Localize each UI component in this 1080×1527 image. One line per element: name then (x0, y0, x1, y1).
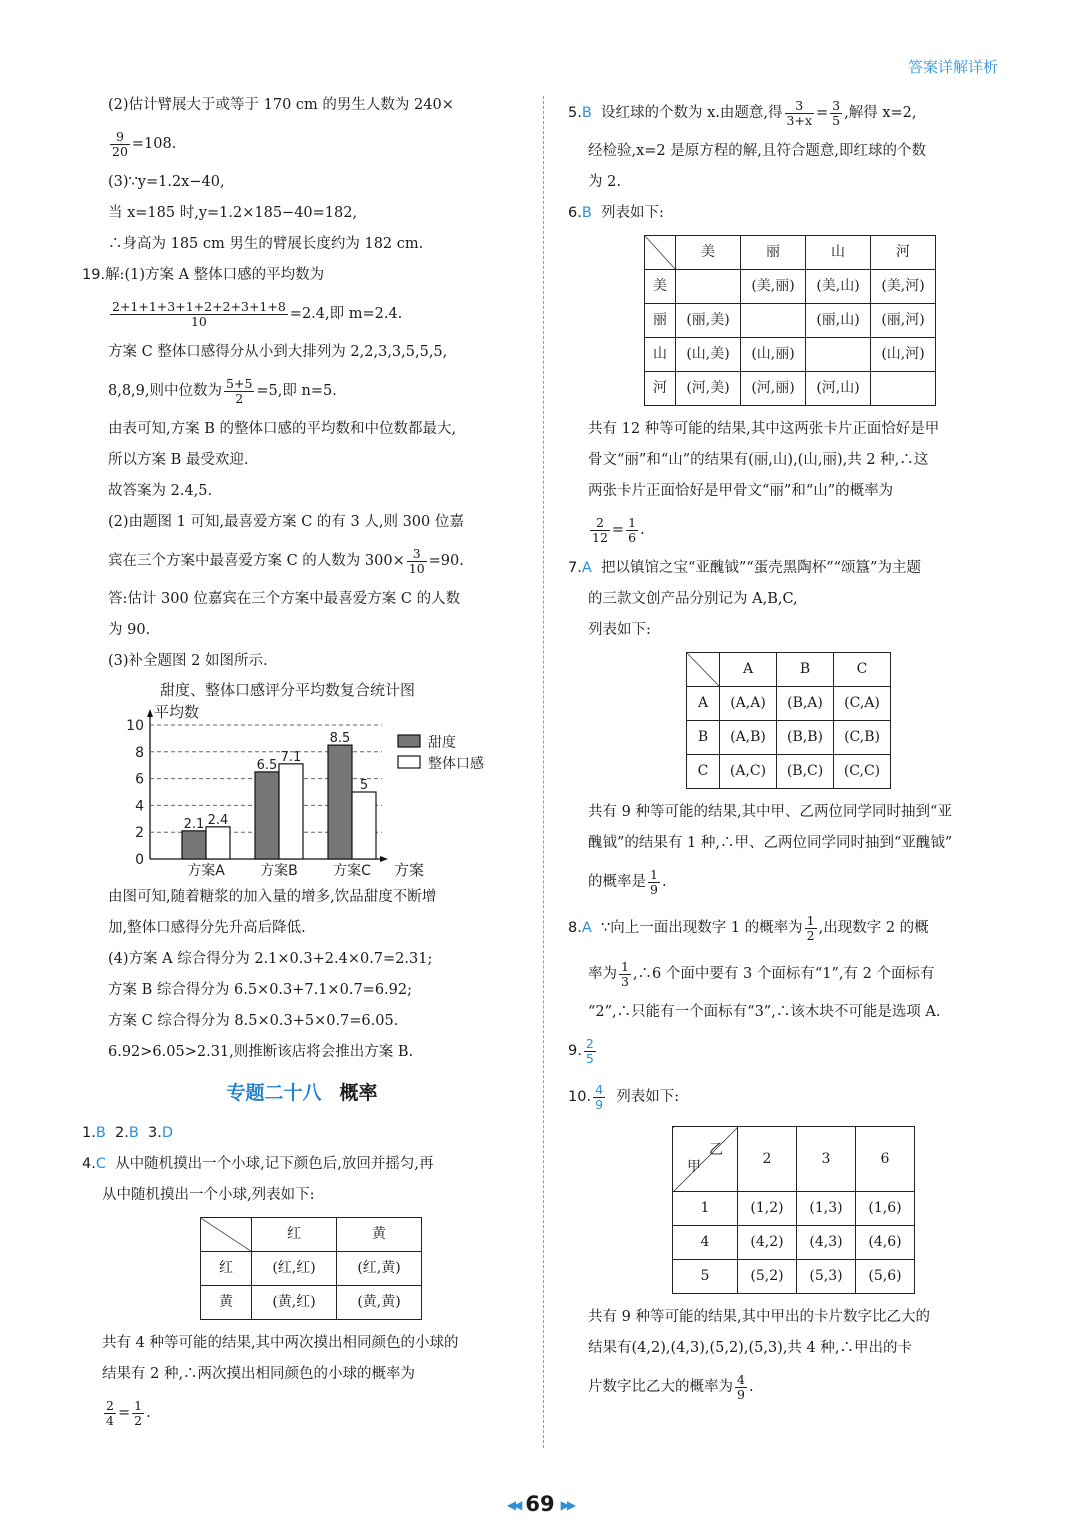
table-cell: (A,A) (720, 687, 777, 721)
q19-line7: 故答案为 2.4,5. (108, 483, 213, 499)
table-row-label: 红 (201, 1252, 252, 1286)
table-cell (676, 270, 741, 304)
chart-y-axis-label: 平均数 (154, 703, 200, 721)
q19-line4: 8,8,9,则中位数为 $\frac{5+5}{2}$ =5,即 n=5. (108, 375, 337, 406)
q7-line3: 列表如下: (588, 622, 651, 638)
table-cell: (5,6) (856, 1260, 915, 1294)
table-header: 黄 (337, 1218, 422, 1252)
fraction: $\frac{5+5}{2}$ (226, 375, 253, 406)
fraction: $\frac{1}{9}$ (650, 866, 658, 897)
table-row-label: 4 (673, 1226, 738, 1260)
q19-part4-line4: 6.92>6.05>2.31,则推断该店将会推出方案 B. (108, 1044, 414, 1060)
q4-line4: 结果有 2 种,∴两次摸出相同颜色的小球的概率为 (102, 1366, 416, 1382)
chart-category-label: 方案B (260, 863, 298, 879)
table-cell: (丽,山) (806, 304, 871, 338)
table-row (201, 1218, 422, 1252)
q8-line1: 8.A ∵向上一面出现数字 1 的概率为 $\frac{1}{2}$ ,出现数字 2 的概 (568, 912, 929, 943)
q9-answer: 9. $\frac{2}{5}$ (568, 1035, 594, 1066)
table-row (687, 755, 891, 789)
chart-bar-taste (279, 764, 303, 859)
chart-bar-sweetness (182, 831, 206, 859)
q10-line1: 10. $\frac{4}{9}$ 列表如下: (568, 1081, 680, 1112)
q7-line2: 的三款文创产品分别记为 A,B,C, (588, 591, 798, 607)
left-column (82, 90, 522, 1436)
q18-part2-line2: $\frac{9}{20}$ =108. (112, 128, 177, 159)
table-row-label: 5 (673, 1260, 738, 1294)
corner-label-column: 乙 (709, 1142, 723, 1158)
fraction: $\frac{3}{5}$ (832, 97, 841, 128)
table-cell: (河,丽) (741, 372, 806, 406)
table-row (645, 270, 936, 304)
table-cell: (红,红) (252, 1252, 337, 1286)
chart-y-axis-arrow (147, 709, 153, 717)
q19-line9: 宾在三个方案中最喜爱方案 C 的人数为 300× $\frac{3}{10}$ =90. (108, 545, 464, 576)
q10-line4: 片数字比乙大的概率为 $\frac{4}{9}$ . (588, 1371, 754, 1402)
chart-data-label: 2.4 (207, 812, 229, 828)
next-arrow-icon: ▶▶ (560, 1498, 574, 1512)
table-corner (687, 653, 720, 687)
table-row (645, 236, 936, 270)
chart-category-label: 方案C (333, 863, 371, 879)
chart-category-label: 方案A (187, 863, 225, 879)
table-row (201, 1286, 422, 1320)
header-section-tag: 答案详解详析 (907, 58, 998, 76)
q19-part4-line3: 方案 C 综合得分为 8.5×0.3+5×0.7=6.05. (108, 1013, 399, 1029)
composite-bar-chart (82, 677, 522, 882)
table-cell: (山,河) (871, 338, 936, 372)
table-corner (201, 1218, 252, 1252)
table-cell: (河,美) (676, 372, 741, 406)
table-cell: (丽,美) (676, 304, 741, 338)
chart-data-label: 8.5 (329, 731, 351, 747)
fraction: $\frac{3}{3+x}$ (786, 97, 813, 128)
chart-legend-label: 整体口感 (428, 756, 484, 772)
fraction: $\frac{4}{9}$ (737, 1371, 745, 1402)
table-row-label: A (687, 687, 720, 721)
chart-title: 甜度、整体口感评分平均数复合统计图 (160, 681, 416, 699)
table-cell: (美,河) (871, 270, 936, 304)
table-cell (806, 338, 871, 372)
fraction: $\frac{1}{3}$ (621, 958, 629, 989)
page-number-value: 69 (525, 1492, 555, 1516)
q7-line6: 的概率是 $\frac{1}{9}$ . (588, 866, 667, 897)
fraction: $\frac{2}{12}$ (592, 514, 608, 545)
chart-y-tick-label: 8 (135, 744, 144, 761)
table-header: 3 (797, 1127, 856, 1192)
chart-bar-sweetness (255, 772, 279, 859)
table-cell: (红,黄) (337, 1252, 422, 1286)
table-cell: (B,A) (777, 687, 834, 721)
q19-line3: 方案 C 整体口感得分从小到大排列为 2,2,3,3,5,5,5, (108, 344, 448, 360)
table-cell: (4,3) (797, 1226, 856, 1260)
table-row (673, 1127, 915, 1192)
q4-line3: 共有 4 种等可能的结果,其中两次摸出相同颜色的小球的 (102, 1335, 459, 1351)
fraction: $\frac{3}{10}$ (408, 545, 425, 576)
q7-line5: 醜钺”的结果有 1 种,∴甲、乙两位同学同时抽到“亚醜钺” (588, 835, 953, 851)
q18-part3-line3: ∴身高为 185 cm 男生的臂展长度约为 182 cm. (108, 236, 424, 252)
table-cell: (美,山) (806, 270, 871, 304)
chart-y-tick-label: 2 (135, 825, 144, 842)
chart-y-tick-label: 0 (135, 852, 144, 868)
table-cell: (黄,黄) (337, 1286, 422, 1320)
q5-line2: 经检验,x=2 是原方程的解,且符合题意,即红球的个数 (588, 143, 926, 159)
q6-line4: 两张卡片正面恰好是甲骨文“丽”和“山”的概率为 (588, 483, 894, 499)
table-cell: (4,2) (738, 1226, 797, 1260)
table-cell: (5,3) (797, 1260, 856, 1294)
q4-line1: 4.C 从中随机摸出一个小球,记下颜色后,放回并摇匀,再 (82, 1156, 434, 1172)
table-header: C (834, 653, 891, 687)
table-cell: (丽,河) (871, 304, 936, 338)
table-cell: (5,2) (738, 1260, 797, 1294)
q5-line1: 5.B 设红球的个数为 x.由题意,得 $\frac{3}{3+x}$ = $\frac{3}{5}$ ,解得 x=2, (568, 97, 917, 128)
section-number: 专题二十八 (226, 1082, 322, 1104)
q19-line12: (3)补全题图 2 如图所示. (108, 653, 268, 669)
table-header: B (777, 653, 834, 687)
chart-conclusion-line2: 加,整体口感得分先升高后降低. (108, 920, 306, 936)
q19-line10: 答:估计 300 位嘉宾在三个方案中最喜爱方案 C 的人数 (108, 591, 461, 607)
table-row (687, 687, 891, 721)
q19-line5: 由表可知,方案 B 的整体口感的平均数和中位数都最大, (108, 421, 457, 437)
q6-line5: $\frac{2}{12}$ = $\frac{1}{6}$ . (592, 514, 645, 545)
chart-legend-label: 甜度 (428, 735, 456, 751)
table-header: 山 (806, 236, 871, 270)
fraction: $\frac{2+1+1+3+1+2+2+3+1+8}{10}$ (112, 298, 286, 329)
table-cell: (A,C) (720, 755, 777, 789)
table-row-label: 1 (673, 1192, 738, 1226)
q6-line1: 6.B 列表如下: (568, 205, 664, 221)
table-corner (673, 1127, 738, 1192)
table-cell: (C,B) (834, 721, 891, 755)
chart-data-label: 5 (359, 778, 369, 793)
table-cell: (1,2) (738, 1192, 797, 1226)
table-row (673, 1226, 915, 1260)
q5-line3: 为 2. (588, 174, 621, 190)
section-heading (82, 1072, 522, 1114)
q7-line1: 7.A 把以镇馆之宝“亚醜钺”“蛋壳黑陶杯”“颂簋”为主题 (568, 560, 921, 576)
table-header: A (720, 653, 777, 687)
chart-y-tick-label: 6 (135, 771, 144, 788)
table-row (645, 338, 936, 372)
table-row-label: C (687, 755, 720, 789)
q19-part4-line1: (4)方案 A 综合得分为 2.1×0.3+2.4×0.7=2.31; (108, 951, 433, 967)
chart-conclusion-line1: 由图可知,随着糖浆的加入量的增多,饮品甜度不断增 (108, 889, 437, 905)
table-cell: (C,A) (834, 687, 891, 721)
fraction: $\frac{1}{6}$ (628, 514, 637, 545)
page-number (0, 1492, 1080, 1516)
table-cell: (C,C) (834, 755, 891, 789)
q18-part3-line2: 当 x=185 时,y=1.2×185−40=182, (108, 205, 358, 221)
table-cell: (1,6) (856, 1192, 915, 1226)
section-title: 概率 (339, 1082, 378, 1104)
q10-line3: 结果有(4,2),(4,3),(5,2),(5,3),共 4 种,∴甲出的卡 (588, 1340, 912, 1356)
q7-table (686, 652, 891, 789)
q4-line2: 从中随机摸出一个小球,列表如下: (102, 1187, 315, 1203)
q19-line8: (2)由题图 1 可知,最喜爱方案 C 的有 3 人,则 300 位嘉 (108, 514, 464, 530)
chart-data-label: 7.1 (280, 749, 302, 765)
table-row (687, 653, 891, 687)
table-cell: (美,丽) (741, 270, 806, 304)
table-cell: (4,6) (856, 1226, 915, 1260)
table-row-label: 河 (645, 372, 676, 406)
q8-line3: “2”,∴只能有一个面标有“3”,∴该木块不可能是选项 A. (588, 1004, 941, 1020)
table-row-label: 黄 (201, 1286, 252, 1320)
q6-line2: 共有 12 种等可能的结果,其中这两张卡片正面恰好是甲 (588, 421, 940, 437)
prev-arrow-icon: ◀◀ (506, 1498, 520, 1512)
corner-label-row: 甲 (687, 1159, 701, 1175)
table-cell: (山,丽) (741, 338, 806, 372)
fraction: $\frac{2}{5}$ (585, 1035, 594, 1066)
table-row (645, 304, 936, 338)
fraction: $\frac{1}{2}$ (134, 1397, 143, 1428)
fraction: $\frac{1}{2}$ (806, 912, 815, 943)
table-cell: (B,C) (777, 755, 834, 789)
table-cell: (河,山) (806, 372, 871, 406)
q18-part2-line1: (2)估计臂展大于或等于 170 cm 的男生人数为 240× (108, 97, 454, 113)
q19-line11: 为 90. (108, 622, 151, 638)
chart-data-label: 2.1 (183, 816, 205, 832)
q7-line4: 共有 9 种等可能的结果,其中甲、乙两位同学同时抽到“亚 (588, 804, 952, 820)
fraction: $\frac{2}{4}$ (106, 1397, 114, 1428)
table-header: 2 (738, 1127, 797, 1192)
table-row (201, 1252, 422, 1286)
q19-line2: $\frac{2+1+1+3+1+2+2+3+1+8}{10}$ =2.4,即 m=2.4. (112, 298, 403, 329)
fraction: $\frac{9}{20}$ (112, 128, 128, 159)
chart-legend-swatch (398, 735, 420, 747)
chart-bar-taste (206, 827, 230, 859)
q19-line1: 19.解:(1)方案 A 整体口感的平均数为 (82, 267, 325, 283)
table-cell: (山,美) (676, 338, 741, 372)
answers-1-3: 1.B 2.B 3.D (82, 1125, 174, 1141)
table-row-label: B (687, 721, 720, 755)
chart-x-axis-label: 方案 (394, 861, 425, 879)
table-row-label: 丽 (645, 304, 676, 338)
q4-table (200, 1217, 422, 1320)
q8-line2: 率为 $\frac{1}{3}$ ,∴6 个面中要有 3 个面标有“1”,有 2 个面标有 (588, 958, 935, 989)
column-divider (543, 96, 544, 1448)
table-cell: (1,3) (797, 1192, 856, 1226)
table-row (673, 1260, 915, 1294)
q6-table (644, 235, 936, 406)
table-row (673, 1192, 915, 1226)
table-row (687, 721, 891, 755)
chart-data-label: 6.5 (256, 757, 278, 773)
table-corner (645, 236, 676, 270)
chart-bar-sweetness (328, 745, 352, 859)
table-header: 6 (856, 1127, 915, 1192)
q19-part4-line2: 方案 B 综合得分为 6.5×0.3+7.1×0.7=6.92; (108, 982, 412, 998)
table-cell: (A,B) (720, 721, 777, 755)
fraction: $\frac{4}{9}$ (595, 1081, 604, 1112)
table-cell: (黄,红) (252, 1286, 337, 1320)
q4-line5: $\frac{2}{4}$ = $\frac{1}{2}$ . (106, 1397, 151, 1428)
table-cell (871, 372, 936, 406)
chart-bar-taste (352, 792, 376, 859)
table-header: 河 (871, 236, 936, 270)
q19-line6: 所以方案 B 最受欢迎. (108, 452, 249, 468)
chart-y-tick-label: 10 (126, 718, 144, 734)
table-row-label: 山 (645, 338, 676, 372)
table-cell (741, 304, 806, 338)
q10-line2: 共有 9 种等可能的结果,其中甲出的卡片数字比乙大的 (588, 1309, 931, 1325)
chart-y-tick-label: 4 (135, 798, 144, 815)
table-header: 美 (676, 236, 741, 270)
table-row-label: 美 (645, 270, 676, 304)
chart-svg (82, 677, 522, 882)
q6-line3: 骨文“丽”和“山”的结果有(丽,山),(山,丽),共 2 种,∴这 (588, 452, 929, 468)
chart-legend-swatch (398, 756, 420, 768)
q18-part3-line1: (3)∵y=1.2x−40, (108, 174, 225, 190)
table-header: 红 (252, 1218, 337, 1252)
table-row (645, 372, 936, 406)
table-header: 丽 (741, 236, 806, 270)
table-cell: (B,B) (777, 721, 834, 755)
q10-table (672, 1126, 915, 1294)
chart-x-axis-arrow (380, 856, 388, 862)
right-column (568, 90, 1000, 1410)
